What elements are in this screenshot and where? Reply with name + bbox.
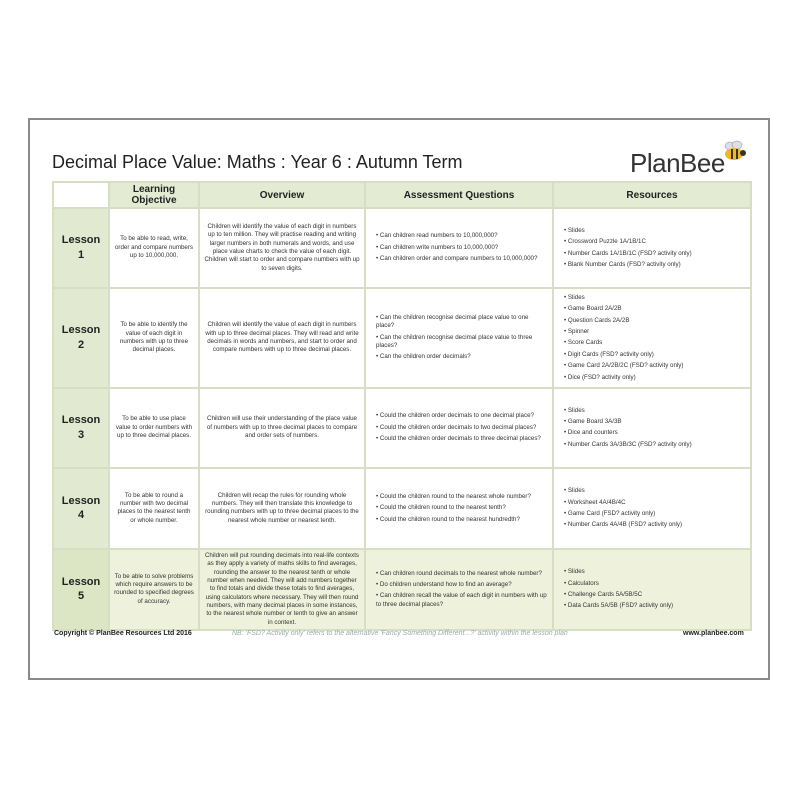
overview: Children will recap the rules for rounding whole numbers. They will then translate this knowledge to rounding numbers with up to three decimal places to the nearest whole number or nearest tenth.: [200, 469, 364, 548]
resource-item: • Game Board 3A/3B: [564, 418, 746, 426]
question-item: • Do children understand how to find an average?: [376, 581, 548, 589]
questions-list: [370, 493, 548, 524]
resources-list: [558, 227, 746, 269]
question-item: • Can the children order decimals?: [376, 353, 548, 361]
resource-item: • Spinner: [564, 328, 746, 336]
question-item: • Can children recall the value of each digit in numbers with up to three decimal places?: [376, 592, 548, 609]
assessment-questions: [366, 209, 552, 287]
overview: Children will use their understanding of the place value of numbers with up to three decimal places to compare and order sets of numbers.: [200, 389, 364, 467]
learning-objective: To be able to round a number with two decimal places to the nearest tenth or whole number.: [110, 469, 198, 548]
resource-item: • Calculators: [564, 580, 746, 588]
fsd-note: NB: 'FSD? Activity only' refers to the alternative 'Fancy Something Different...?' activity within the lesson plan: [232, 630, 568, 637]
resource-item: • Slides: [564, 294, 746, 302]
resources-list: [554, 550, 750, 629]
assessment-questions: [366, 389, 552, 467]
question-item: • Can children order and compare numbers to 10,000,000?: [376, 255, 548, 263]
resource-item: • Blank Number Cards (FSD? activity only): [564, 261, 746, 269]
question-item: • Could the children round to the nearest tenth?: [376, 504, 548, 512]
resource-item: • Number Cards 4A/4B (FSD? activity only): [564, 521, 746, 529]
question-item: • Could the children round to the nearest hundredth?: [376, 516, 548, 524]
assessment-questions: [366, 469, 552, 548]
question-item: • Could the children round to the nearest whole number?: [376, 493, 548, 501]
overview: Children will put rounding decimals into real-life contexts as they apply a variety of maths skills to find averages, rounding the answer to the nearest tenth or whole number when needed. They will add numbers together to find totals and divide these totals to find averages, using calculators where necessary. They will then round numbers, with many decimal places in some instances, to the nearest whole number or tenth to give an answer in context.: [200, 550, 364, 629]
resource-item: • Slides: [564, 568, 746, 576]
question-item: • Could the children order decimals to two decimal places?: [376, 424, 548, 432]
lesson-row: [54, 289, 750, 387]
question-item: • Could the children order decimals to one decimal place?: [376, 412, 548, 420]
questions-list: [370, 314, 548, 362]
resource-item: • Slides: [564, 227, 746, 235]
resource-item: • Worksheet 4A/4B/4C: [564, 499, 746, 507]
resources-list: [554, 389, 750, 467]
resources-list: [558, 294, 746, 382]
resource-item: • Dice (FSD? activity only): [564, 374, 746, 382]
resource-item: • Number Cards 1A/1B/1C (FSD? activity only): [564, 250, 746, 258]
questions-list: [370, 232, 548, 263]
planbee-logo: PlanBee: [630, 148, 725, 178]
resource-item: • Slides: [564, 407, 746, 415]
learning-objective: To be able to solve problems which require answers to be rounded to specified degrees of accuracy.: [110, 550, 198, 629]
website-link[interactable]: www.planbee.com: [683, 630, 744, 637]
lesson-table: [52, 181, 752, 631]
lesson-row: [54, 209, 750, 287]
copyright: Copyright © PlanBee Resources Ltd 2016: [54, 630, 192, 637]
resource-item: • Number Cards 3A/3B/3C (FSD? activity only): [564, 441, 746, 449]
question-item: • Could the children order decimals to three decimal places?: [376, 435, 548, 443]
resource-item: • Dice and counters: [564, 429, 746, 437]
lesson-row: [54, 469, 750, 548]
resource-item: • Score Cards: [564, 339, 746, 347]
lesson-label: Lesson 3: [54, 389, 108, 467]
resource-item: • Challenge Cards 5A/5B/5C: [564, 591, 746, 599]
question-item: • Can children read numbers to 10,000,000?: [376, 232, 548, 240]
lesson-label: Lesson 2: [54, 289, 108, 387]
header-blank: [54, 183, 108, 207]
question-item: • Can children write numbers to 10,000,000?: [376, 244, 548, 252]
resources-list: [558, 487, 746, 529]
resources-list: [558, 568, 746, 610]
resources-list: [554, 469, 750, 548]
resources-list: [554, 289, 750, 387]
questions-list: [370, 412, 548, 443]
lesson-label: Lesson 5: [54, 550, 108, 629]
learning-objective: To be able to read, write, order and compare numbers up to 10,000,000.: [110, 209, 198, 287]
questions-list: [370, 570, 548, 609]
lesson-label: Lesson 4: [54, 469, 108, 548]
lesson-label: Lesson 1: [54, 209, 108, 287]
header-objective: Learning Objective: [110, 183, 198, 207]
resource-item: • Slides: [564, 487, 746, 495]
header-resources: Resources: [554, 183, 750, 207]
assessment-questions: [366, 550, 552, 629]
assessment-questions: [366, 289, 552, 387]
resource-item: • Game Board 2A/2B: [564, 305, 746, 313]
lesson-row: [54, 550, 750, 629]
question-item: • Can the children recognise decimal place value to three places?: [376, 334, 548, 351]
header-questions: Assessment Questions: [366, 183, 552, 207]
learning-objective: To be able to use place value to order numbers with up to three decimal places.: [110, 389, 198, 467]
overview: Children will identify the value of each digit in numbers up to ten million. They will practise reading and writing larger numbers in both numerals and words, and use place value charts to check the value of each digit. Children will start to order and compare numbers with up to seven digits.: [200, 209, 364, 287]
resource-item: • Data Cards 5A/5B (FSD? activity only): [564, 602, 746, 610]
bee-icon: [722, 140, 748, 162]
question-item: • Can children round decimals to the nearest whole number?: [376, 570, 548, 578]
overview: Children will identify the value of each digit in numbers with up to three decimal places. They will read and write decimals in words and numbers, and start to order and compare numbers with up to three decimal places.: [200, 289, 364, 387]
resource-item: • Game Card 2A/2B/2C (FSD? activity only): [564, 362, 746, 370]
resources-list: [554, 209, 750, 287]
question-item: • Can the children recognise decimal place value to one place?: [376, 314, 548, 331]
header-overview: Overview: [200, 183, 364, 207]
resource-item: • Crossword Puzzle 1A/1B/1C: [564, 238, 746, 246]
learning-objective: To be able to identify the value of each digit in numbers with up to three decimal places.: [110, 289, 198, 387]
resource-item: • Digit Cards (FSD? activity only): [564, 351, 746, 359]
resource-item: • Game Card (FSD? activity only): [564, 510, 746, 518]
resource-item: • Question Cards 2A/2B: [564, 317, 746, 325]
page-title: Decimal Place Value: Maths : Year 6 : Autumn Term: [52, 152, 463, 172]
lesson-row: [54, 389, 750, 467]
resources-list: [558, 407, 746, 449]
